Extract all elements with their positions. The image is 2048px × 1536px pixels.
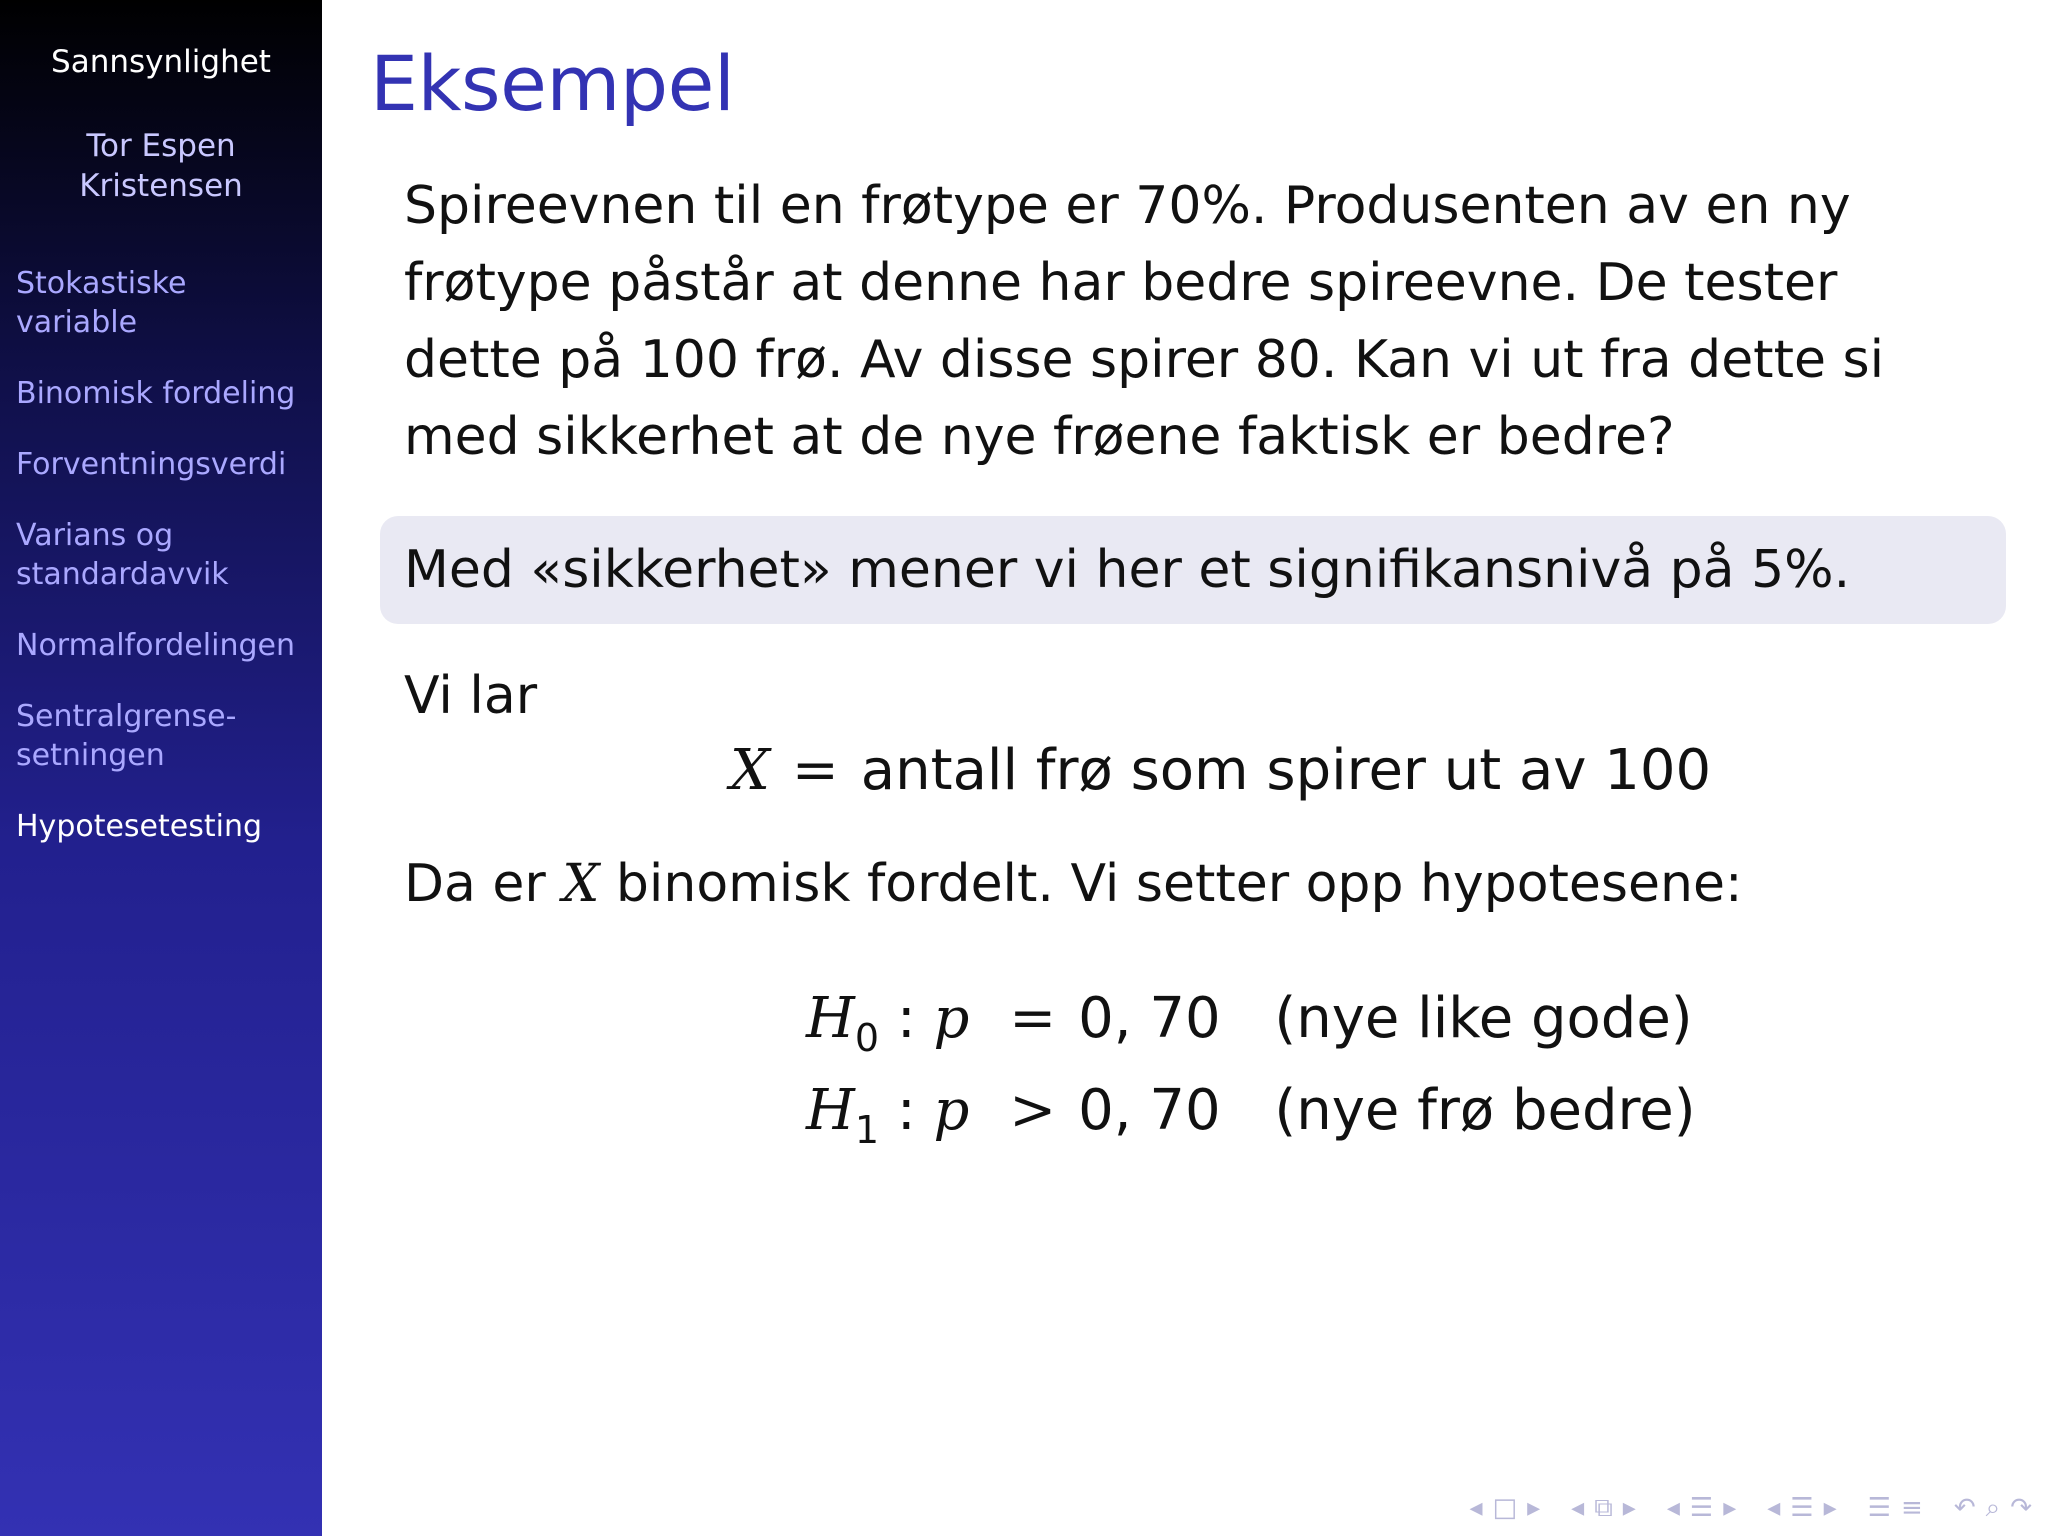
- hypothesis-value: 0, 70: [1078, 1078, 1221, 1143]
- hypothesis-null: $H_0$ : p = 0, 70 (nye like gode): [806, 986, 1693, 1060]
- subsubsection-nav-icon[interactable]: ◂ ☰ ▸: [1767, 1493, 1837, 1523]
- frame-title: Eksempel: [370, 39, 735, 128]
- hypothesis-subscript: 1: [854, 1108, 880, 1152]
- sidebar-item-varians[interactable]: Varians og standardavvik: [16, 518, 229, 592]
- sidebar-item-binomisk-fordeling[interactable]: Binomisk fordeling: [16, 376, 296, 411]
- sidebar-title[interactable]: Sannsynlighet: [51, 44, 271, 80]
- block-text: Med «sikkerhet» mener vi her et signifikansnivå på 5%.: [404, 540, 1851, 600]
- sidebar-author[interactable]: Tor Espen Kristensen: [79, 128, 243, 204]
- definition-operator: =: [791, 738, 839, 803]
- navigation-symbols: [1448, 1490, 2042, 1526]
- hypothesis-parameter: p: [933, 986, 970, 1051]
- frame-content: [322, 0, 2048, 1536]
- statement-post: binomisk fordelt. Vi setter opp hypotesene:: [615, 854, 1743, 914]
- document-nav-icon[interactable]: ☰ ≡: [1867, 1493, 1923, 1523]
- statement-variable: X: [562, 854, 600, 914]
- statement-pre: Da er: [404, 854, 546, 914]
- hypothesis-operator: >: [1009, 1078, 1057, 1143]
- hypothesis-value: 0, 70: [1078, 986, 1221, 1051]
- sidebar: [0, 0, 322, 1536]
- hypothesis-label: (nye frø bedre): [1274, 1078, 1696, 1143]
- subsection-nav-icon[interactable]: ◂ ⧉ ▸: [1571, 1492, 1636, 1523]
- hypothesis-name: H: [806, 1078, 855, 1143]
- definition-text: antall frø som spirer ut av 100: [860, 738, 1712, 803]
- hypothesis-label: (nye like gode): [1274, 986, 1693, 1051]
- section-nav-icon[interactable]: ◂ ☰ ▸: [1666, 1493, 1737, 1523]
- hypothesis-parameter: p: [933, 1078, 970, 1143]
- hypothesis-operator: =: [1009, 986, 1057, 1051]
- definition-equation: [730, 732, 1711, 809]
- sidebar-item-hypotesetesting[interactable]: Hypotesetesting: [16, 809, 263, 844]
- frame-nav-icon[interactable]: ◂ □ ▸: [1469, 1493, 1541, 1523]
- definition-variable: X: [730, 738, 770, 803]
- hypothesis-name: H: [806, 986, 855, 1051]
- back-forward-icon[interactable]: ↶ ⌕ ↷: [1953, 1492, 2032, 1523]
- sidebar-item-normalfordelingen[interactable]: Normalfordelingen: [16, 628, 295, 663]
- hypothesis-alternative: $H_1$ : p > 0, 70 (nye frø bedre): [806, 1078, 1696, 1152]
- sidebar-item-sentralgrensesetningen[interactable]: Sentralgrense-setningen: [16, 699, 237, 773]
- highlight-block: [380, 516, 2006, 624]
- sidebar-item-stokastiske-variable[interactable]: Stokastiske variable: [16, 266, 187, 340]
- sidebar-nav: [0, 264, 322, 846]
- hypothesis-subscript: 0: [854, 1016, 880, 1060]
- statement-paragraph: [404, 846, 1742, 923]
- intro-paragraph: Spireevnen til en frøtype er 70%. Produsenten av en ny frøtype påstår at denne har bedre spireevne. De tester dette på 100 frø. Av disse spirer 80. Kan vi ut fra dette si med sikkerhet at de nye frøene faktisk er bedre?: [404, 176, 1885, 467]
- vi-lar-text: Vi lar: [404, 666, 538, 726]
- sidebar-item-forventningsverdi[interactable]: Forventningsverdi: [16, 447, 287, 482]
